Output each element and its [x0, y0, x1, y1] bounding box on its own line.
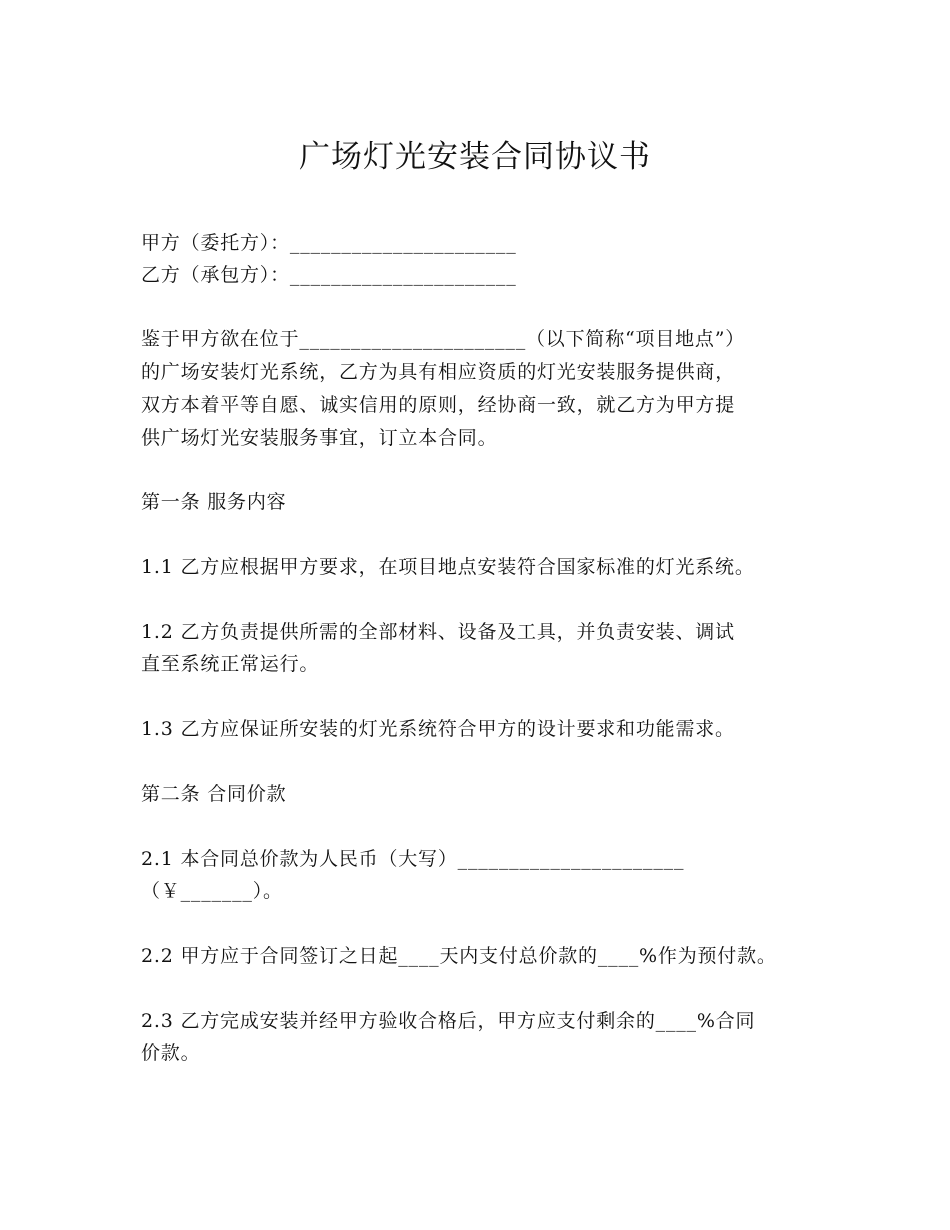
article-1-heading: 第一条 服务内容 [141, 491, 287, 513]
clause-2-3-line-1: 2.3 乙方完成安装并经甲方验收合格后，甲方应支付剩余的____%合同 [141, 1010, 756, 1032]
clause-1-2-line-2: 直至系统正常运行。 [141, 653, 320, 675]
clause-2-3-line-2: 价款。 [141, 1042, 201, 1064]
clause-1-1: 1.1 乙方应根据甲方要求，在项目地点安装符合国家标准的灯光系统。 [141, 556, 755, 578]
clause-2-2: 2.2 甲方应于合同签订之日起____天内支付总价款的____%作为预付款。 [141, 945, 777, 967]
clause-1-3: 1.3 乙方应保证所安装的灯光系统符合甲方的设计要求和功能需求。 [141, 718, 735, 740]
preamble-line-2: 的广场安装灯光系统，乙方为具有相应资质的灯光安装服务提供商， [141, 361, 736, 383]
article-2-heading: 第二条 合同价款 [141, 783, 287, 805]
party-a-line: 甲方（委托方）：______________________ [141, 232, 517, 254]
party-b-line: 乙方（承包方）：______________________ [141, 264, 517, 286]
preamble-line-1: 鉴于甲方欲在位于______________________（以下简称“项目地点”） [141, 328, 746, 350]
preamble-line-4: 供广场灯光安装服务事宜，订立本合同。 [141, 427, 498, 449]
clause-1-2-line-1: 1.2 乙方负责提供所需的全部材料、设备及工具，并负责安装、调试 [141, 621, 735, 643]
clause-2-1-line-1: 2.1 本合同总价款为人民币（大写）______________________ [141, 848, 685, 870]
clause-2-1-line-2: （￥_______）。 [141, 880, 283, 902]
preamble-line-3: 双方本着平等自愿、诚实信用的原则，经协商一致，就乙方为甲方提 [141, 394, 736, 416]
document-title: 广场灯光安装合同协议书 [299, 139, 651, 175]
